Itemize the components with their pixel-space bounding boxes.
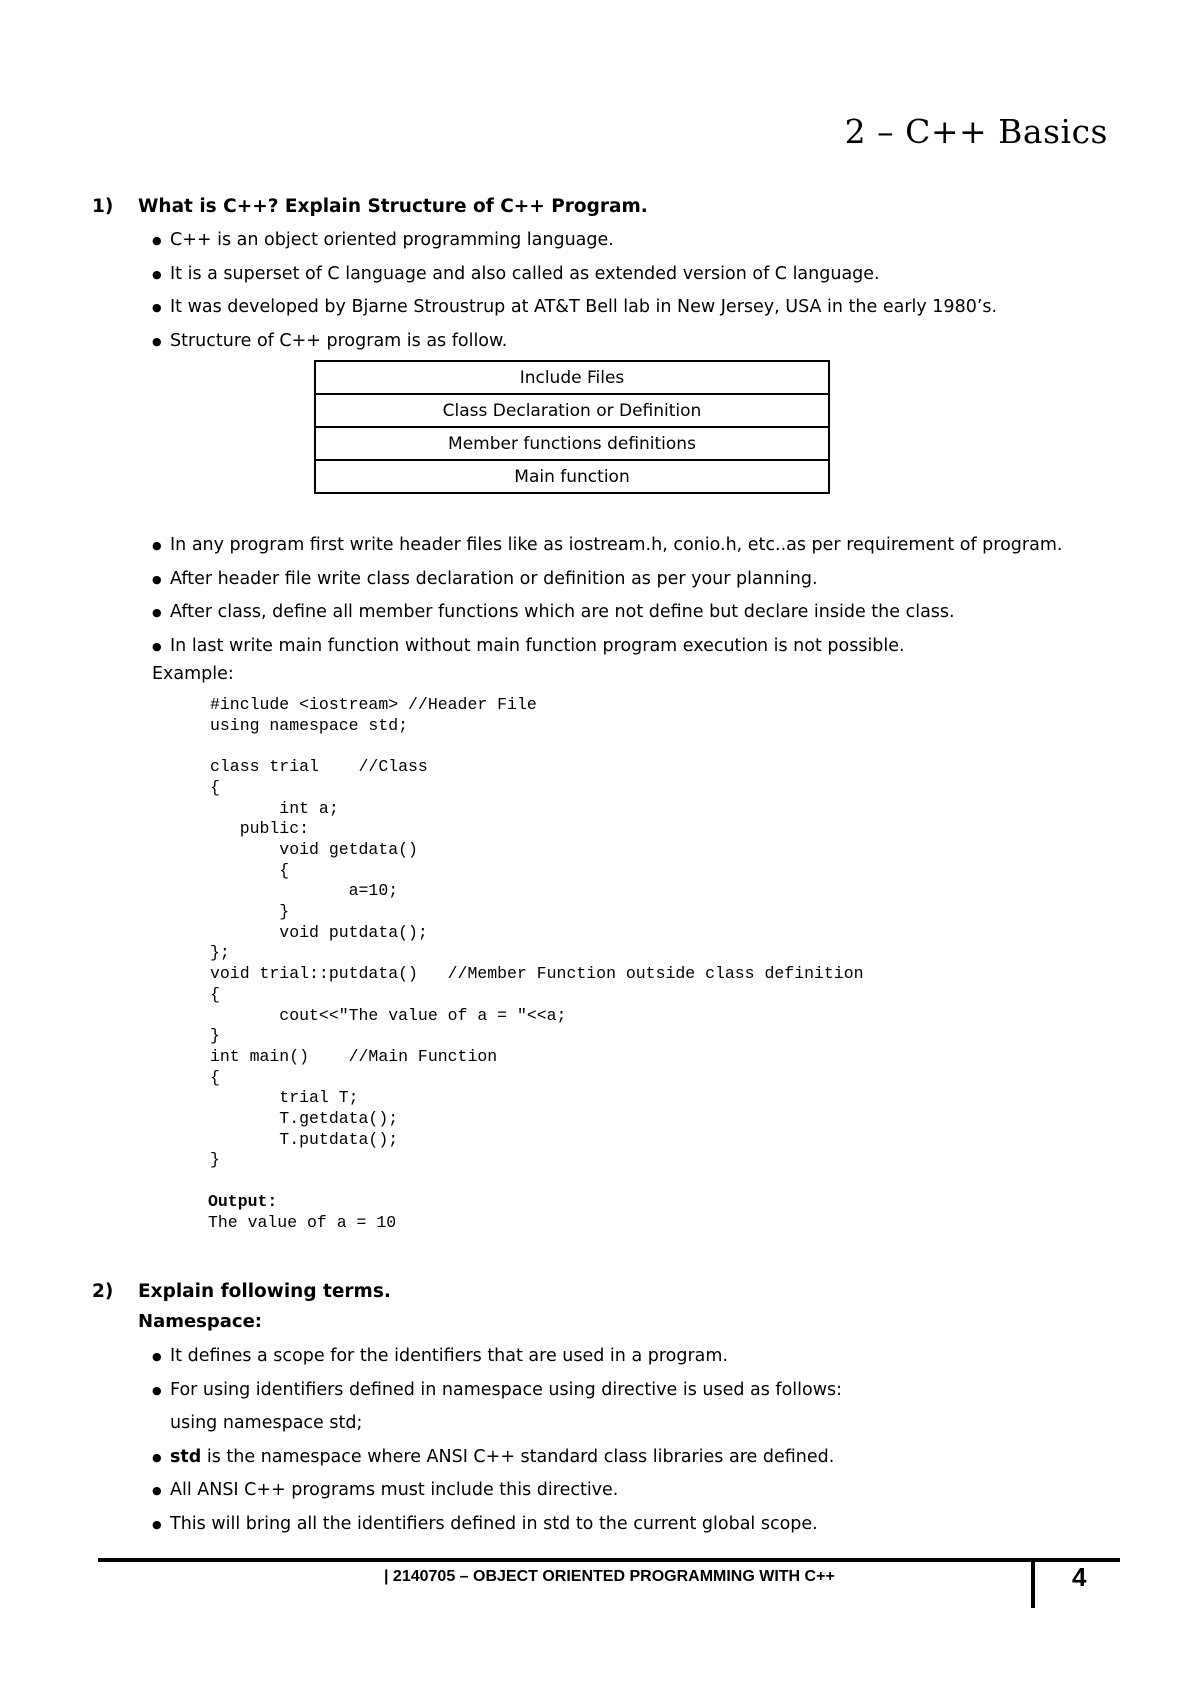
question-number: 1) (92, 196, 114, 217)
question-1-heading (92, 196, 648, 217)
structure-row-member-functions: Member functions definitions (315, 427, 829, 460)
bullet-item: ● In last write main function without main function program execution is not possible. (152, 630, 1062, 664)
bullet-item: ● After header file write class declaration or definition as per your planning. (152, 563, 1062, 597)
bullet-item: ● For using identifiers defined in namespace using directive is used as follows: (152, 1374, 842, 1408)
structure-row-main-function: Main function (315, 460, 829, 493)
chapter-title: 2 – C++ Basics (844, 112, 1108, 151)
bullet-item (152, 1441, 842, 1475)
bullet-continuation: using namespace std; (170, 1413, 363, 1433)
bullet-item: ● All ANSI C++ programs must include this directive. (152, 1474, 842, 1508)
example-label: Example: (152, 664, 234, 684)
namespace-subheading: Namespace: (138, 1311, 262, 1332)
code-example: #include <iostream> //Header File using namespace std; class trial //Class { int a; public: void getdata() { a=10; } void putdata(); }; void trial::putdata() //Member Function outside class definition { cout<<"The value of a = "<<a; } int main() //Main Function { trial T; T.getdata(); T.putdata(); } (210, 695, 864, 1170)
question-2-heading (92, 1281, 391, 1302)
bullet-item: ● It was developed by Bjarne Stroustrup at AT&T Bell lab in New Jersey, USA in the early 1980’s. (152, 291, 997, 325)
question-title: Explain following terms. (138, 1281, 391, 1302)
std-term: std (170, 1446, 202, 1467)
bullet-item: ● It is a superset of C language and also called as extended version of C language. (152, 258, 997, 292)
after-bullet-list (152, 529, 1062, 663)
program-structure-table (314, 360, 830, 494)
page-number: 4 (1072, 1562, 1087, 1592)
question-title: What is C++? Explain Structure of C++ Program. (138, 196, 648, 217)
namespace-bullet-list (152, 1340, 842, 1541)
bullet-item: ● In any program first write header files like as iostream.h, conio.h, etc..as per requirement of program. (152, 529, 1062, 563)
structure-row-class-declaration: Class Declaration or Definition (315, 394, 829, 427)
bullet-text: is the namespace where ANSI C++ standard class libraries are defined. (201, 1446, 835, 1467)
bullet-item: ● This will bring all the identifiers defined in std to the current global scope. (152, 1508, 842, 1542)
bullet-item: ● It defines a scope for the identifiers that are used in a program. (152, 1340, 842, 1374)
footer-rule (98, 1558, 1120, 1562)
structure-row-include-files: Include Files (315, 361, 829, 394)
bullet-item: ● C++ is an object oriented programming language. (152, 224, 997, 258)
output-value: The value of a = 10 (208, 1212, 397, 1232)
question-number: 2) (92, 1281, 114, 1302)
output-block (208, 1192, 396, 1233)
footer-divider (1031, 1558, 1035, 1608)
bullet-item: ● After class, define all member functions which are not define but declare inside the class. (152, 596, 1062, 630)
bullet-item: ● Structure of C++ program is as follow. (152, 325, 997, 359)
output-label: Output: (208, 1192, 278, 1211)
intro-bullet-list (152, 224, 997, 358)
footer-course-title: | 2140705 – OBJECT ORIENTED PROGRAMMING WITH C++ (384, 1568, 835, 1585)
